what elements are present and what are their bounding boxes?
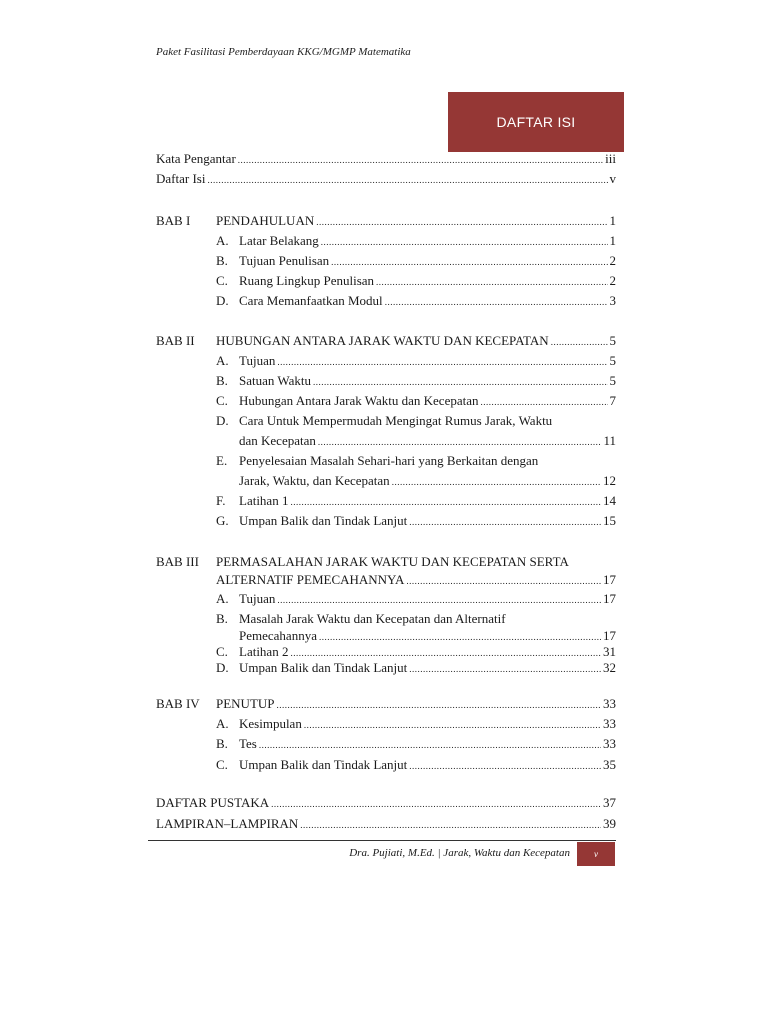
toc-label: LAMPIRAN–LAMPIRAN bbox=[156, 816, 299, 831]
toc-page-number: 17 bbox=[603, 628, 616, 643]
toc-label: Ruang Lingkup Penulisan bbox=[239, 273, 375, 288]
page-title bbox=[448, 92, 624, 152]
toc-chapter-bab-3-cont[interactable] bbox=[156, 571, 616, 589]
chapter-number: BAB III bbox=[156, 554, 199, 569]
toc-section-4a[interactable] bbox=[156, 715, 616, 733]
toc-chapter-bab-2[interactable] bbox=[156, 332, 616, 350]
toc-page-number: v bbox=[609, 171, 616, 186]
toc-label: Kata Pengantar bbox=[156, 151, 236, 166]
section-letter: B. bbox=[216, 253, 228, 268]
toc-section-2d[interactable] bbox=[156, 412, 616, 430]
leader-dots bbox=[290, 493, 601, 511]
footer-divider bbox=[148, 840, 616, 841]
toc-label: Tujuan Penulisan bbox=[239, 253, 330, 268]
toc-page-number: 37 bbox=[603, 795, 616, 810]
leader-dots bbox=[304, 716, 601, 734]
footer-page-number: v bbox=[594, 849, 598, 859]
toc-label: Hubungan Antara Jarak Waktu dan Kecepatan bbox=[239, 393, 479, 408]
leader-dots bbox=[277, 696, 601, 714]
toc-entry-lampiran[interactable] bbox=[156, 815, 616, 833]
footer-author: Dra. Pujiati, M.Ed. | Jarak, Waktu dan Kecepatan bbox=[349, 847, 570, 859]
toc-page-number: 5 bbox=[609, 333, 616, 348]
toc-section-1a[interactable] bbox=[156, 232, 616, 250]
chapter-title-line2: ALTERNATIF PEMECAHANNYA bbox=[216, 572, 405, 587]
section-letter: G. bbox=[216, 513, 229, 528]
toc-page-number: 39 bbox=[603, 816, 616, 831]
leader-dots bbox=[409, 513, 601, 531]
toc-page-number: 2 bbox=[609, 273, 616, 288]
leader-dots bbox=[409, 757, 601, 775]
toc-page-number: 32 bbox=[603, 660, 616, 675]
toc-section-1c[interactable] bbox=[156, 272, 616, 290]
toc-section-2f[interactable] bbox=[156, 492, 616, 510]
section-letter: B. bbox=[216, 611, 228, 626]
toc-label: Tujuan bbox=[239, 591, 276, 606]
leader-dots bbox=[551, 333, 608, 351]
toc-chapter-bab-3[interactable] bbox=[156, 553, 616, 571]
section-letter: B. bbox=[216, 373, 228, 388]
leader-dots bbox=[316, 213, 607, 231]
toc-chapter-bab-4[interactable] bbox=[156, 695, 616, 713]
toc-page-number: 1 bbox=[609, 213, 616, 228]
leader-dots bbox=[238, 151, 603, 169]
toc-page-number: 12 bbox=[603, 473, 616, 488]
chapter-title: PENDAHULUAN bbox=[216, 213, 315, 228]
toc-label: Kesimpulan bbox=[239, 716, 302, 731]
toc-section-4c[interactable] bbox=[156, 756, 616, 774]
toc-label: Umpan Balik dan Tindak Lanjut bbox=[239, 757, 408, 772]
section-letter: A. bbox=[216, 233, 229, 248]
toc-section-2g[interactable] bbox=[156, 512, 616, 530]
toc-page-number: 35 bbox=[603, 757, 616, 772]
leader-dots bbox=[313, 373, 607, 391]
toc-label-line1: Penyelesaian Masalah Sehari-hari yang Berkaitan dengan bbox=[239, 453, 539, 468]
toc-label: Daftar Isi bbox=[156, 171, 206, 186]
toc-page-number: 5 bbox=[609, 373, 616, 388]
toc-entry-daftar-isi[interactable] bbox=[156, 170, 616, 188]
section-letter: A. bbox=[216, 591, 229, 606]
toc-section-2e-cont[interactable] bbox=[156, 472, 616, 490]
toc-page-number: 33 bbox=[603, 716, 616, 731]
leader-dots bbox=[277, 591, 601, 609]
toc-label: Cara Memanfaatkan Modul bbox=[239, 293, 383, 308]
toc-page-number: 1 bbox=[609, 233, 616, 248]
toc-page-number: 17 bbox=[603, 591, 616, 606]
toc-page-number: 15 bbox=[603, 513, 616, 528]
toc-page-number: 33 bbox=[603, 696, 616, 711]
toc-page-number: 17 bbox=[603, 572, 616, 587]
section-letter: A. bbox=[216, 353, 229, 368]
toc-section-2a[interactable] bbox=[156, 352, 616, 370]
chapter-number: BAB I bbox=[156, 213, 191, 228]
leader-dots bbox=[480, 393, 607, 411]
toc-section-1b[interactable] bbox=[156, 252, 616, 270]
chapter-title-line1: PERMASALAHAN JARAK WAKTU DAN KECEPATAN SERTA bbox=[216, 554, 569, 569]
toc-label: Umpan Balik dan Tindak Lanjut bbox=[239, 513, 408, 528]
chapter-title: HUBUNGAN ANTARA JARAK WAKTU DAN KECEPATAN bbox=[216, 333, 549, 348]
toc-page-number: 33 bbox=[603, 736, 616, 751]
toc-page-number: 5 bbox=[609, 353, 616, 368]
section-letter: E. bbox=[216, 453, 228, 468]
toc-label: DAFTAR PUSTAKA bbox=[156, 795, 270, 810]
toc-section-2e[interactable] bbox=[156, 452, 616, 470]
section-letter: D. bbox=[216, 293, 229, 308]
leader-dots bbox=[409, 660, 601, 678]
toc-section-3b[interactable] bbox=[156, 610, 616, 628]
toc-page-number: 7 bbox=[609, 393, 616, 408]
section-letter: D. bbox=[216, 413, 229, 428]
toc-section-2d-cont[interactable] bbox=[156, 432, 616, 450]
chapter-number: BAB IV bbox=[156, 696, 200, 711]
toc-section-2c[interactable] bbox=[156, 392, 616, 410]
toc-label: Latihan 2 bbox=[239, 644, 289, 659]
leader-dots bbox=[321, 233, 608, 251]
running-header: Paket Fasilitasi Pemberdayaan KKG/MGMP Matematika bbox=[156, 46, 411, 58]
toc-label: Satuan Waktu bbox=[239, 373, 312, 388]
toc-label-line2: Jarak, Waktu, dan Kecepatan bbox=[239, 473, 390, 488]
leader-dots bbox=[259, 736, 601, 754]
section-letter: A. bbox=[216, 716, 229, 731]
toc-label-line2: dan Kecepatan bbox=[239, 433, 316, 448]
toc-label-line1: Masalah Jarak Waktu dan Kecepatan dan Alternatif bbox=[239, 611, 506, 626]
leader-dots bbox=[277, 353, 607, 371]
footer-page-badge bbox=[577, 842, 615, 866]
section-letter: C. bbox=[216, 757, 228, 772]
toc-section-3a[interactable] bbox=[156, 590, 616, 608]
leader-dots bbox=[207, 171, 607, 189]
toc-section-2b[interactable] bbox=[156, 372, 616, 390]
leader-dots bbox=[406, 572, 601, 590]
leader-dots bbox=[271, 795, 601, 813]
section-letter: D. bbox=[216, 660, 229, 675]
toc-label: Tes bbox=[239, 736, 257, 751]
leader-dots bbox=[318, 433, 602, 451]
toc-label: Tujuan bbox=[239, 353, 276, 368]
toc-page-number: 31 bbox=[603, 644, 616, 659]
section-letter: C. bbox=[216, 644, 228, 659]
leader-dots bbox=[300, 816, 601, 834]
toc-page-number: iii bbox=[605, 151, 616, 166]
leader-dots bbox=[331, 253, 607, 271]
chapter-title: PENUTUP bbox=[216, 696, 275, 711]
toc-label: Umpan Balik dan Tindak Lanjut bbox=[239, 660, 408, 675]
leader-dots bbox=[385, 293, 608, 311]
toc-page-number: 14 bbox=[603, 493, 616, 508]
toc-page-number: 11 bbox=[603, 433, 616, 448]
leader-dots bbox=[392, 473, 601, 491]
toc-entry-daftar-pustaka[interactable] bbox=[156, 794, 616, 812]
leader-dots bbox=[376, 273, 607, 291]
toc-section-1d[interactable] bbox=[156, 292, 616, 310]
toc-chapter-bab-1[interactable] bbox=[156, 212, 616, 230]
toc-entry-kata-pengantar[interactable] bbox=[156, 150, 616, 168]
section-letter: C. bbox=[216, 273, 228, 288]
section-letter: C. bbox=[216, 393, 228, 408]
toc-label: Latihan 1 bbox=[239, 493, 289, 508]
chapter-number: BAB II bbox=[156, 333, 195, 348]
toc-label-line2: Pemecahannya bbox=[239, 628, 317, 643]
toc-section-4b[interactable] bbox=[156, 735, 616, 753]
toc-page-number: 2 bbox=[609, 253, 616, 268]
toc-section-3d[interactable] bbox=[156, 659, 616, 677]
toc-label: Latar Belakang bbox=[239, 233, 319, 248]
section-letter: F. bbox=[216, 493, 226, 508]
toc-page-number: 3 bbox=[609, 293, 616, 308]
page-title-text: DAFTAR ISI bbox=[496, 114, 576, 130]
section-letter: B. bbox=[216, 736, 228, 751]
toc-label-line1: Cara Untuk Mempermudah Mengingat Rumus Jarak, Waktu bbox=[239, 413, 553, 428]
